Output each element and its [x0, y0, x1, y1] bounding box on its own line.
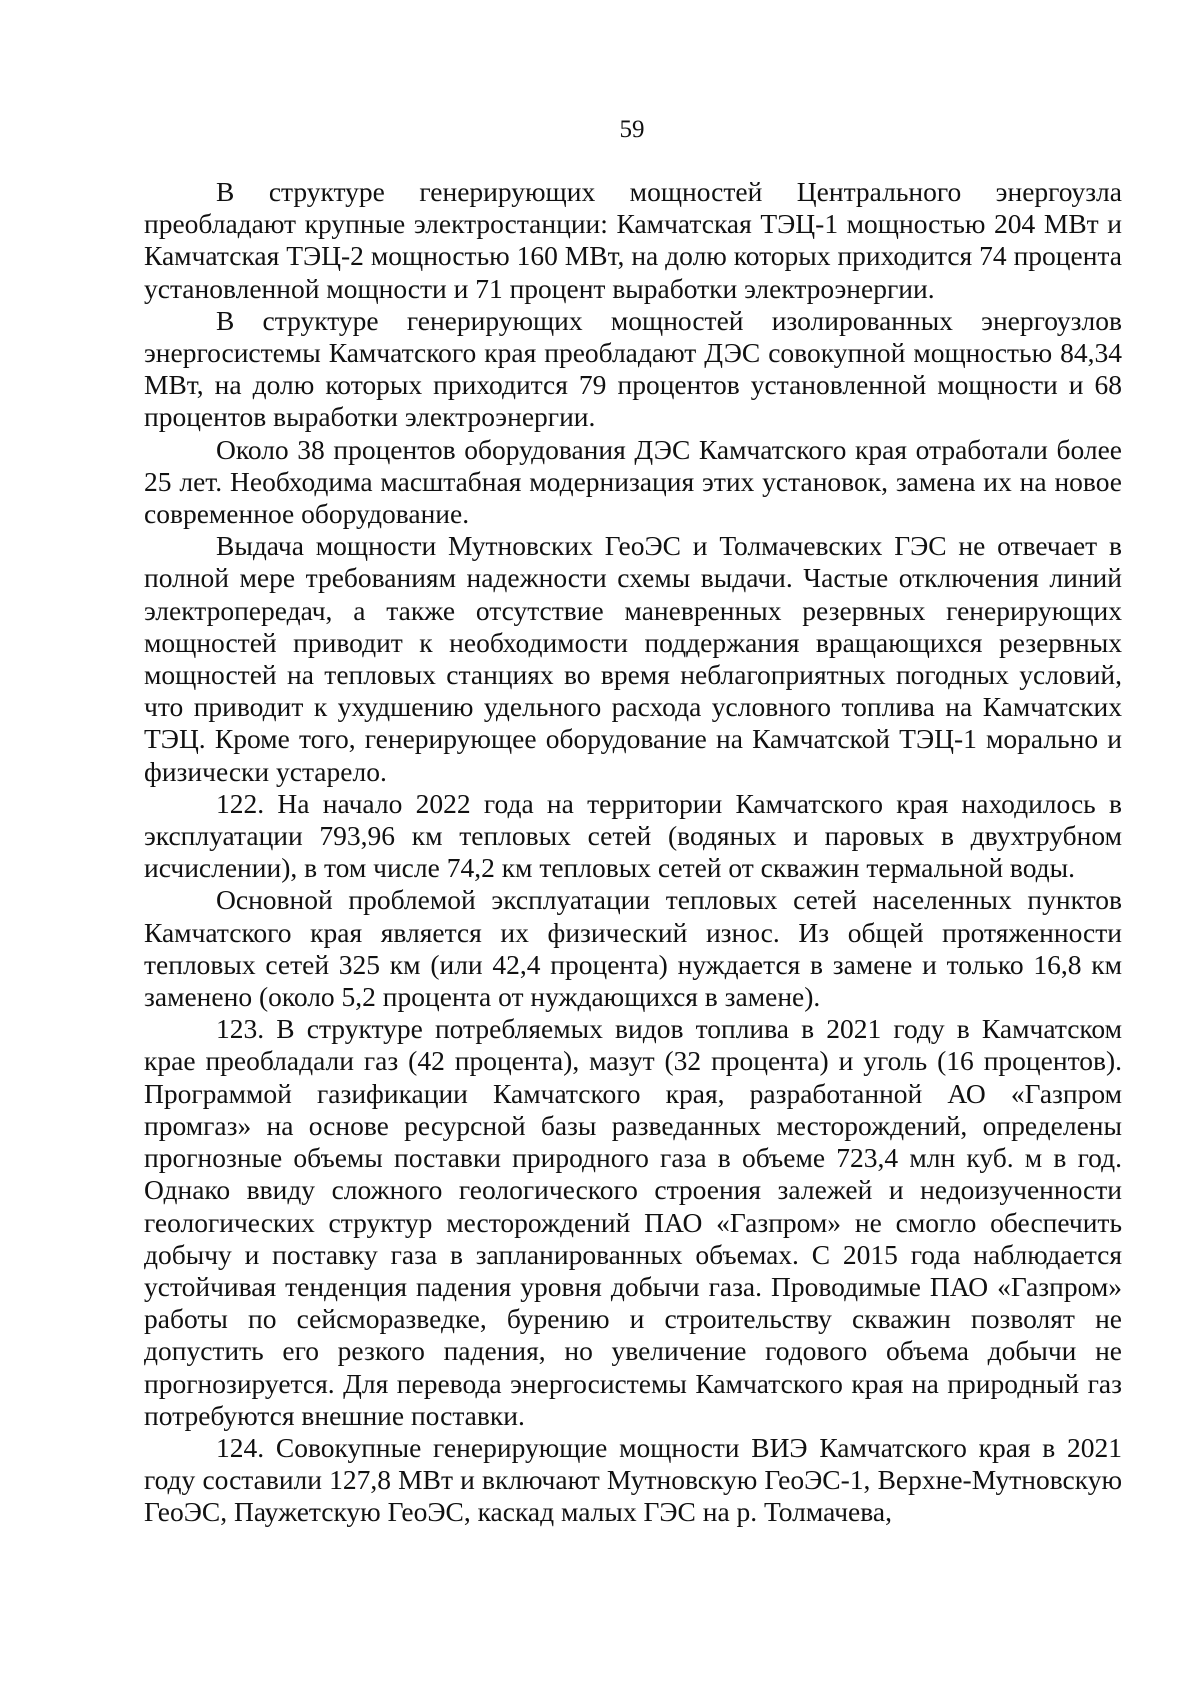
- paragraph-power-output: Выдача мощности Мутновских ГеоЭС и Толмачевских ГЭС не отвечает в полной мере требованиям надежности схемы выдачи. Частые отключения линий электропередач, а также отсутствие маневренных резервных генерирующих мощностей приводит к необходимости поддержания вращающихся резервных мощностей на тепловых станциях во время неблагоприятных погодных условий, что приводит к ухудшению удельного расхода условного топлива на Камчатских ТЭЦ. Кроме того, генерирующее оборудование на Камчатской ТЭЦ-1 морально и физически устарело.: [144, 530, 1122, 787]
- paragraph-123-fuel-structure: 123. В структуре потребляемых видов топлива в 2021 году в Камчатском крае преобладали газ (42 процента), мазут (32 процента) и уголь (16 процентов). Программой газификации Камчатского края, разработанной АО «Газпром промгаз» на основе ресурсной базы разведанных месторождений, определены прогнозные объемы поставки природного газа в объеме 723,4 млн куб. м в год. Однако ввиду сложного геологического строения залежей и недоизученности геологических структур месторождений ПАО «Газпром» не смогло обеспечить добычу и поставку газа в запланированных объемах. С 2015 года наблюдается устойчивая тенденция падения уровня добычи газа. Проводимые ПАО «Газпром» работы по сейсморазведке, бурению и строительству скважин позволят не допустить его резкого падения, но увеличение годового объема добычи не прогнозируется. Для перевода энергосистемы Камчатского края на природный газ потребуются внешние поставки.: [144, 1013, 1122, 1431]
- paragraph-isolated-energy-nodes: В структуре генерирующих мощностей изолированных энергоузлов энергосистемы Камчатского края преобладают ДЭС совокупной мощностью 84,34 МВт, на долю которых приходится 79 процентов установленной мощности и 68 процентов выработки электроэнергии.: [144, 304, 1122, 433]
- page-number: 59: [619, 116, 645, 143]
- paragraph-124-renewables: 124. Совокупные генерирующие мощности ВИЭ Камчатского края в 2021 году составили 127,8 МВт и включают Мутновскую ГеоЭС-1, Верхне-Мутновскую ГеоЭС, Паужетскую ГеоЭС, каскад малых ГЭС на р. Толмачева,: [144, 1431, 1122, 1528]
- paragraph-heat-network-wear: Основной проблемой эксплуатации тепловых сетей населенных пунктов Камчатского края является их физический износ. Из общей протяженности тепловых сетей 325 км (или 42,4 процента) нуждается в замене и только 16,8 км заменено (около 5,2 процента от нуждающихся в замене).: [144, 884, 1122, 1013]
- paragraph-des-equipment: Около 38 процентов оборудования ДЭС Камчатского края отработали более 25 лет. Необходима масштабная модернизация этих установок, замена их на новое современное оборудование.: [144, 433, 1122, 530]
- document-body: [144, 176, 1122, 1529]
- paragraph-central-energy-node: В структуре генерирующих мощностей Центрального энергоузла преобладают крупные электростанции: Камчатская ТЭЦ-1 мощностью 204 МВт и Камчатская ТЭЦ-2 мощностью 160 МВт, на долю которых приходится 74 процента установленной мощности и 71 процент выработки электроэнергии.: [144, 176, 1122, 304]
- paragraph-122-heat-networks: 122. На начало 2022 года на территории Камчатского края находилось в эксплуатации 793,96 км тепловых сетей (водяных и паровых в двухтрубном исчислении), в том числе 74,2 км тепловых сетей от скважин термальной воды.: [144, 787, 1122, 884]
